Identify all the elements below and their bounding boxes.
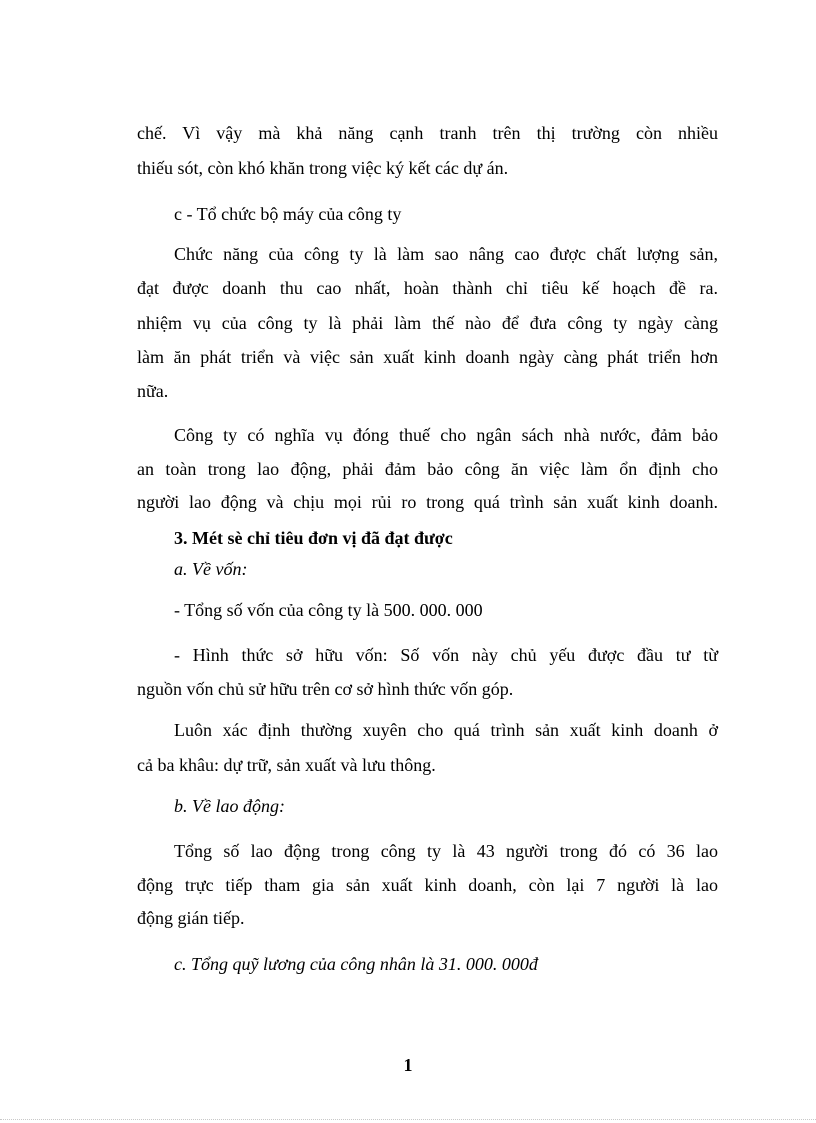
paragraph-line: người lao động và chịu mọi rủi ro trong quá trình sản xuất kinh doanh. xyxy=(137,492,718,512)
section-heading-bold: 3. Mét sè chỉ tiêu đơn vị đã đạt được xyxy=(174,528,453,548)
paragraph-line: Công ty có nghĩa vụ đóng thuế cho ngân sách nhà nước, đảm bảo xyxy=(174,425,718,445)
paragraph-line: - Hình thức sở hữu vốn: Số vốn này chủ yếu được đầu tư từ xyxy=(174,645,718,665)
subheading-italic: a. Về vốn: xyxy=(174,559,248,579)
paragraph-line: Tổng số lao động trong công ty là 43 người trong đó có 36 lao xyxy=(174,841,718,861)
paragraph-line: thiếu sót, còn khó khăn trong việc ký kết các dự án. xyxy=(137,158,509,178)
paragraph-line: đạt được doanh thu cao nhất, hoàn thành chỉ tiêu kế hoạch đề ra. xyxy=(137,278,718,298)
paragraph-line: cả ba khâu: dự trữ, sản xuất và lưu thông. xyxy=(137,755,436,775)
paragraph-line: Chức năng của công ty là làm sao nâng cao được chất lượng sản, xyxy=(174,244,718,264)
section-heading: c - Tổ chức bộ máy của công ty xyxy=(174,204,402,224)
paragraph-line: - Tổng số vốn của công ty là 500. 000. 000 xyxy=(174,600,483,620)
page-bottom-divider xyxy=(0,1119,816,1120)
paragraph-line: nhiệm vụ của công ty là phải làm thế nào để đưa công ty ngày càng xyxy=(137,313,718,333)
paragraph-line: động gián tiếp. xyxy=(137,908,245,928)
paragraph-line: nữa. xyxy=(137,381,169,401)
paragraph-line: chế. Vì vậy mà khả năng cạnh tranh trên thị trường còn nhiều xyxy=(137,123,718,143)
paragraph-line: an toàn trong lao động, phải đảm bảo công ăn việc làm ổn định cho xyxy=(137,459,718,479)
paragraph-line: làm ăn phát triển và việc sản xuất kinh doanh ngày càng phát triển hơn xyxy=(137,347,718,367)
paragraph-line: động trực tiếp tham gia sản xuất kinh doanh, còn lại 7 người là lao xyxy=(137,875,718,895)
page-number: 1 xyxy=(403,1055,413,1075)
subheading-italic: c. Tổng quỹ lương của công nhân là 31. 000. 000đ xyxy=(174,954,538,974)
subheading-italic: b. Về lao động: xyxy=(174,796,285,816)
paragraph-line: Luôn xác định thường xuyên cho quá trình sản xuất kinh doanh ở xyxy=(174,720,718,740)
paragraph-line: nguồn vốn chủ sử hữu trên cơ sở hình thức vốn góp. xyxy=(137,679,514,699)
